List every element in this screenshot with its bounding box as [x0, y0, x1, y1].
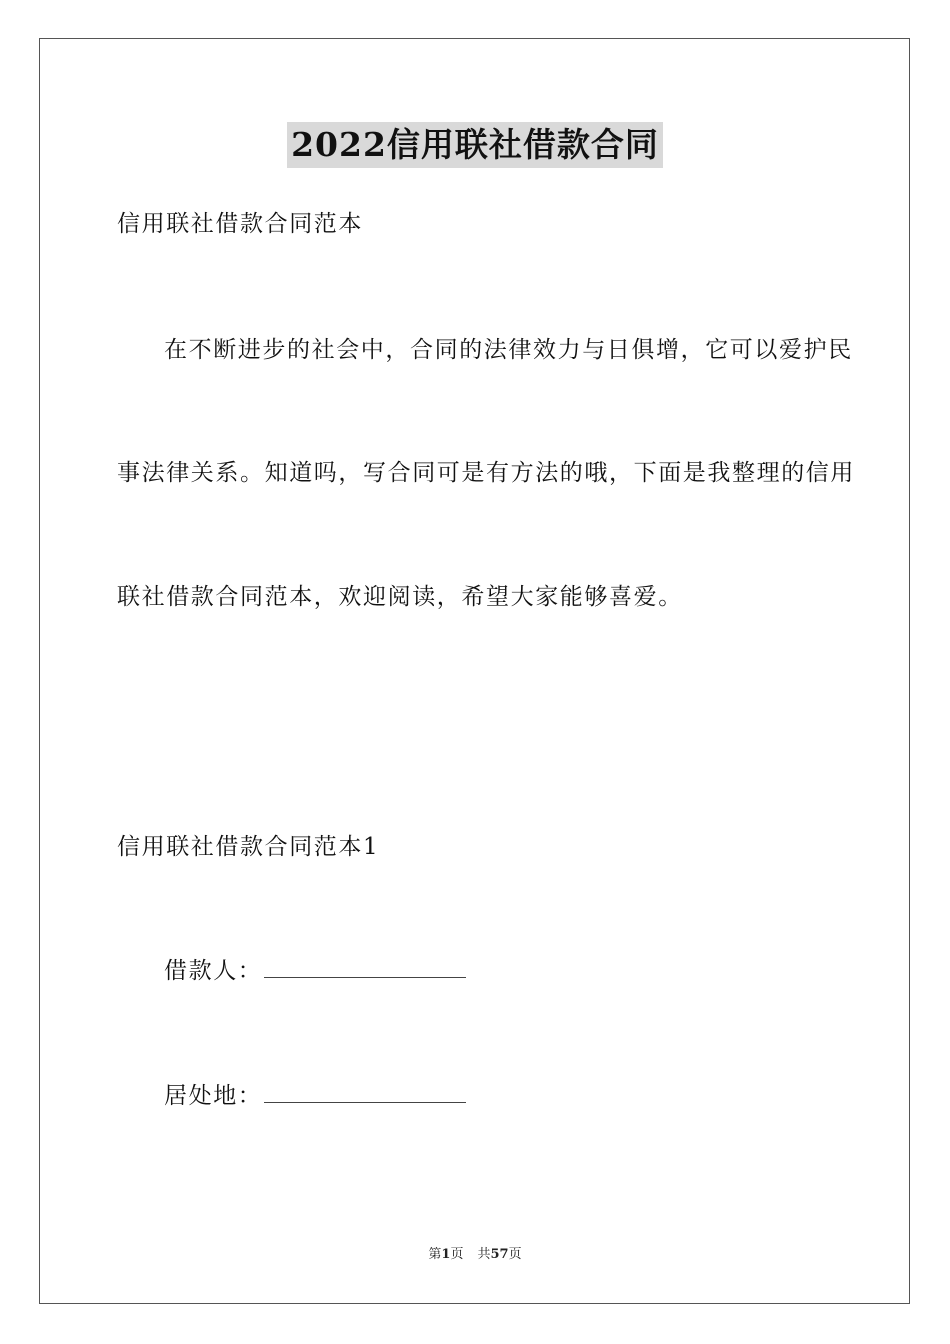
- borrower-field: [164, 956, 466, 986]
- page-footer: [0, 1246, 950, 1264]
- residence-blank-line: [264, 1082, 466, 1103]
- footer-page-suffix: 页: [450, 1247, 464, 1262]
- intro-line-2: 事法律关系。知道吗，写合同可是有方法的哦，下面是我整理的信用: [117, 460, 855, 486]
- footer-total-suffix: 页: [508, 1247, 522, 1262]
- footer-total-pages: 57: [490, 1247, 509, 1262]
- section-heading: 信用联社借款合同范本1: [117, 834, 380, 860]
- residence-field: [164, 1081, 466, 1111]
- footer-page-prefix: 第: [428, 1247, 442, 1262]
- title-container: [0, 122, 950, 168]
- document-title: 2022信用联社借款合同: [287, 122, 663, 168]
- intro-line-3: 联社借款合同范本，欢迎阅读，希望大家能够喜爱。: [117, 584, 683, 610]
- residence-label: 居处地：: [164, 1083, 263, 1109]
- borrower-label: 借款人：: [164, 958, 263, 984]
- borrower-blank-line: [264, 957, 466, 978]
- footer-total-prefix: 共: [477, 1247, 491, 1262]
- intro-line-1: 在不断进步的社会中，合同的法律效力与日俱增，它可以爱护民: [164, 337, 853, 363]
- document-subtitle: 信用联社借款合同范本: [117, 211, 363, 237]
- footer-page-number: 1: [441, 1247, 451, 1262]
